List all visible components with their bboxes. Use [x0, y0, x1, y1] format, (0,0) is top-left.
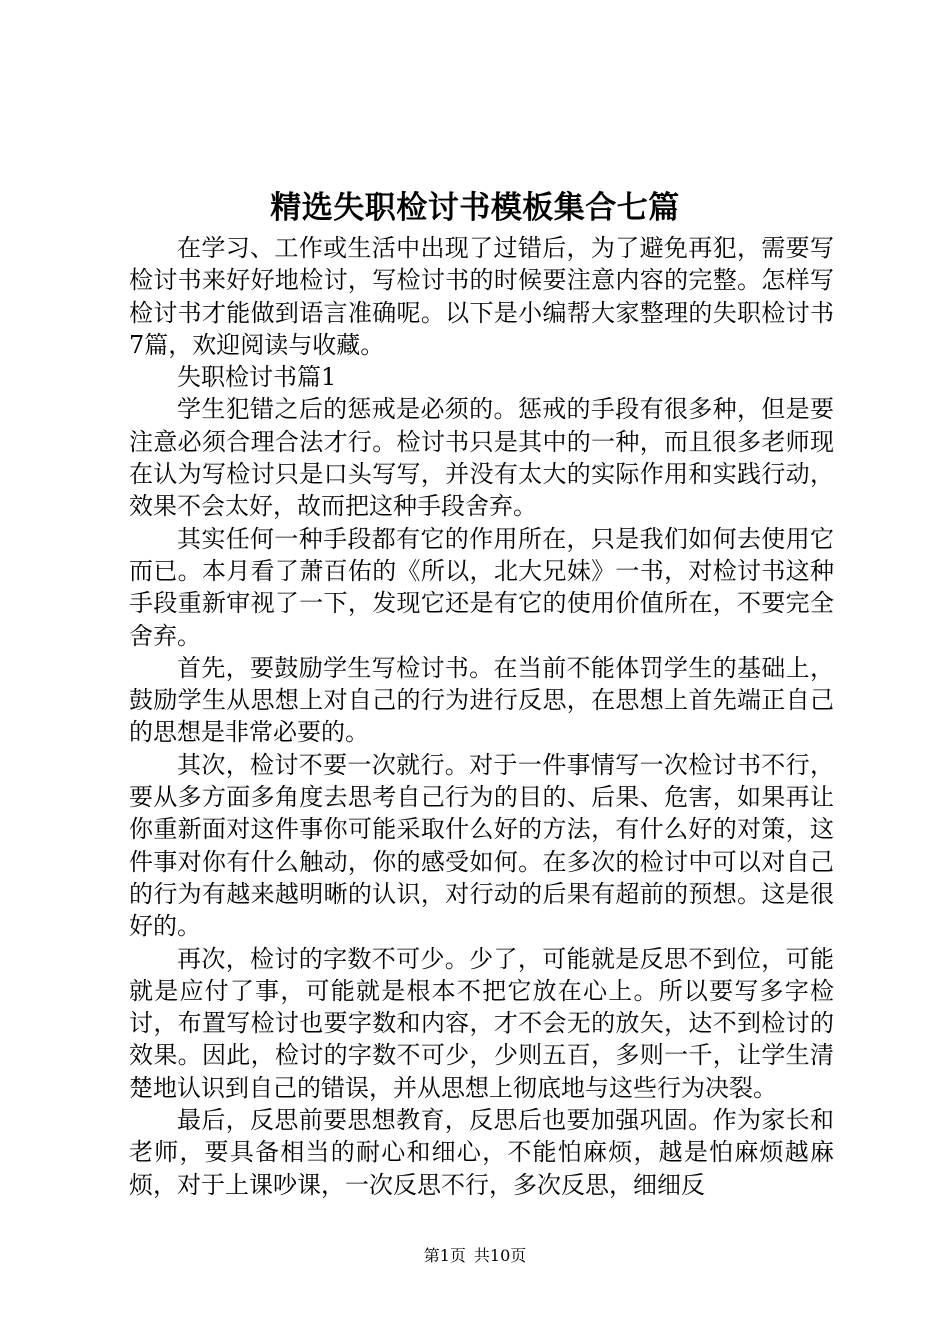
paragraph: 再次，检讨的字数不可少。少了，可能就是反思不到位，可能就是应付了事，可能就是根本不把它放在心上。所以要写多字检讨，布置写检讨也要字数和内容，才不会无的放矢，达不到检讨的效果。因此，检讨的字数不可少，少则五百，多则一千，让学生清楚地认识到自己的错误，并从思想上彻底地与这些行为决裂。 [129, 944, 834, 1102]
paragraph-intro: 在学习、工作或生活中出现了过错后，为了避免再犯，需要写检讨书来好好地检讨，写检讨书的时候要注意内容的完整。怎样写检讨书才能做到语言准确呢。以下是小编帮大家整理的失职检讨书7篇，欢迎阅读与收藏。 [129, 234, 834, 359]
paragraph: 首先，要鼓励学生写检讨书。在当前不能体罚学生的基础上，鼓励学生从思想上对自己的行为进行反思，在思想上首先端正自己的思想是非常必要的。 [129, 653, 834, 747]
document-title: 精选失职检讨书模板集合七篇 [270, 190, 680, 226]
page-total: 共10页 [473, 1246, 527, 1265]
paragraph: 其次，检讨不要一次就行。对于一件事情写一次检讨书不行，要从多方面多角度去思考自己行为的目的、后果、危害，如果再让你重新面对这件事你可能采取什么好的方法，有什么好的对策，这件事对你有什么触动，你的感受如何。在多次的检讨中可以对自己的行为有越来越明晰的认识，对行动的后果有超前的预想。这是很好的。 [129, 750, 834, 941]
page-footer [0, 1245, 950, 1267]
paragraph: 最后，反思前要思想教育，反思后也要加强巩固。作为家长和老师，要具备相当的耐心和细心，不能怕麻烦，越是怕麻烦越麻烦，对于上课吵课，一次反思不行，多次反思，细细反 [129, 1106, 834, 1199]
paragraph: 其实任何一种手段都有它的作用所在，只是我们如何去使用它而已。本月看了萧百佑的《所以，北大兄妹》一书，对检讨书这种手段重新审视了一下，发现它还是有它的使用价值所在，不要完全舍弃。 [129, 524, 834, 650]
section-heading: 失职检讨书篇1 [177, 363, 337, 392]
paragraph: 学生犯错之后的惩戒是必须的。惩戒的手段有很多种，但是要注意必须合理合法才行。检讨书只是其中的一种，而且很多老师现在认为写检讨只是口头写写，并没有太大的实际作用和实践行动，效果不会太好，故而把这种手段舍弃。 [129, 395, 834, 521]
document-body [129, 232, 834, 1201]
page-number: 第1页 [423, 1246, 466, 1265]
